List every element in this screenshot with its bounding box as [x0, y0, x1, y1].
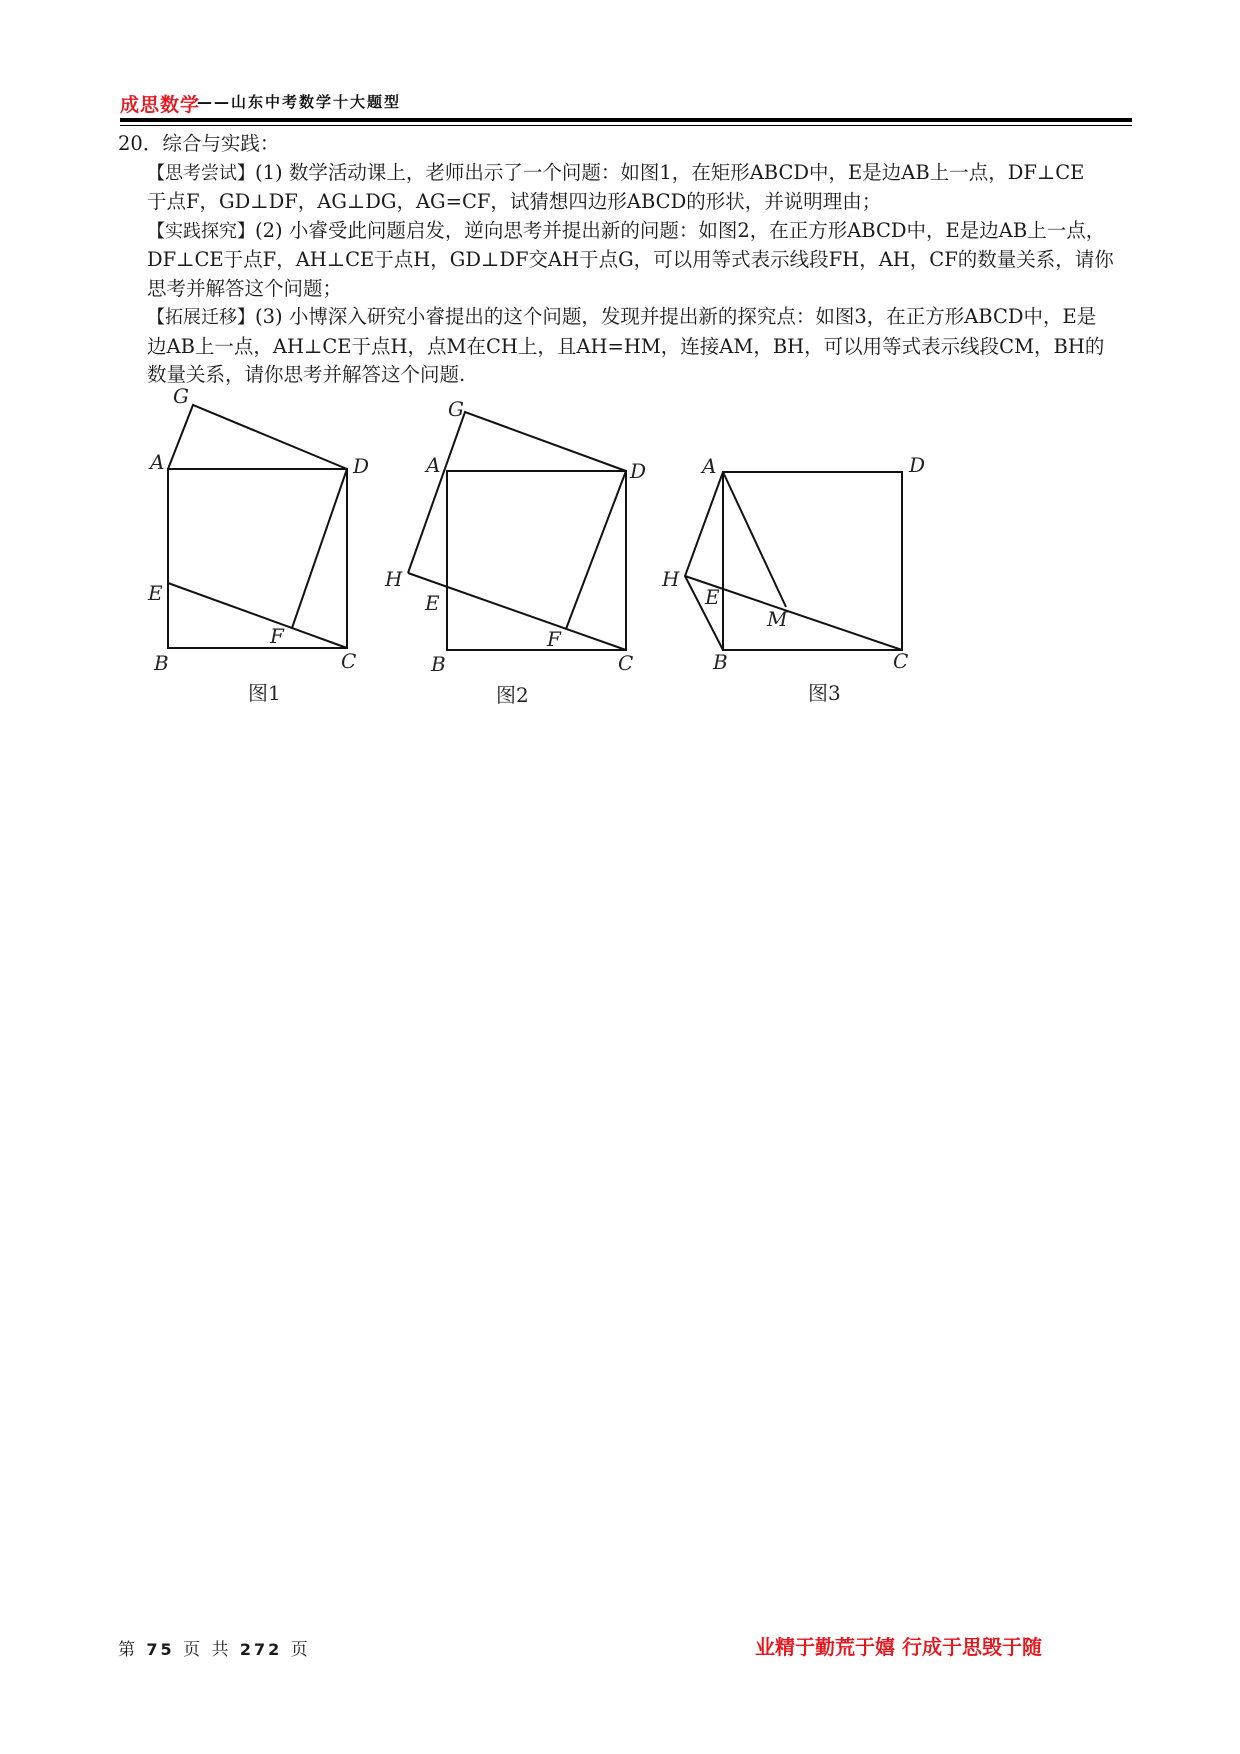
header-rule-thin — [120, 125, 1132, 126]
part2-text: (2) 小睿受此问题启发，逆向思考并提出新的问题：如图2，在正方形ABCD中，E是边AB上一点， — [255, 218, 1106, 242]
fig1-label-c: C — [341, 649, 357, 673]
figure-3 — [661, 453, 925, 705]
fig2-label-h: H — [385, 567, 403, 591]
fig3-label-c: C — [893, 649, 909, 673]
fig2-label-f: F — [547, 627, 561, 651]
page-total: 272 — [239, 1640, 283, 1659]
fig2-segment-df — [566, 471, 626, 629]
part1-line1 — [118, 159, 1133, 189]
part3-line1 — [118, 303, 1133, 333]
fig2-label-c: C — [618, 651, 634, 675]
part3-tag: 【拓展迁移】 — [147, 307, 255, 328]
fig2-segment-hgd — [408, 412, 626, 573]
brand-title: 成思数学 — [120, 94, 201, 116]
fig3-caption: 图3 — [808, 681, 841, 705]
fig1-segment-ec — [168, 583, 347, 648]
fig3-square — [723, 472, 902, 650]
figure-1 — [147, 384, 369, 705]
page-current: 75 — [146, 1640, 175, 1659]
fig3-segment-ahb — [685, 472, 723, 650]
fig1-label-a: A — [150, 450, 165, 474]
fig2-segment-hc — [408, 573, 626, 650]
figure-2 — [384, 397, 646, 707]
part1-tag: 【思考尝试】 — [147, 162, 255, 184]
fig1-rectangle — [168, 469, 347, 648]
fig2-label-b: B — [431, 652, 446, 676]
part1-line2: 于点F，GD⊥DF，AG⊥DG，AG=CF，试猜想四边形ABCD的形状，并说明理由； — [147, 190, 882, 213]
fig1-label-d: D — [353, 454, 370, 478]
fig2-caption: 图2 — [496, 683, 529, 707]
fig2-label-g: G — [448, 397, 464, 421]
part2-tag: 【实践探究】 — [147, 220, 255, 242]
page-number — [118, 1635, 311, 1660]
problem-title: 20．综合与实践： — [118, 132, 280, 155]
part2-line1 — [118, 217, 1133, 247]
page-header — [120, 90, 1130, 120]
part3-line3: 数量关系，请你思考并解答这个问题. — [147, 363, 466, 386]
fig1-label-f: F — [270, 624, 284, 648]
fig3-label-h: H — [662, 567, 680, 591]
header-rule-thick — [120, 118, 1132, 122]
fig1-segment-df — [292, 469, 347, 628]
part2-line3: 思考并解答这个问题； — [147, 276, 343, 300]
fig3-label-b: B — [713, 650, 728, 674]
fig1-caption: 图1 — [248, 681, 281, 705]
fig3-segment-am — [723, 472, 786, 607]
fig2-label-d: D — [630, 459, 647, 483]
part1-text: (1) 数学活动课上，老师出示了一个问题：如图1，在矩形ABCD中，E是边AB上一点，DF⊥CE — [255, 160, 1085, 184]
part3-text: (3) 小博深入研究小睿提出的这个问题，发现并提出新的探究点：如图3，在正方形ABCD中，E是 — [255, 305, 1097, 328]
page-suffix: 页 — [290, 1640, 311, 1660]
part3-line2: 边AB上一点，AH⊥CE于点H，点M在CH上，且AH=HM，连接AM，BH，可以用等式表示线段CM，BH的 — [147, 334, 1105, 358]
fig3-label-a: A — [702, 454, 717, 478]
fig3-label-d: D — [909, 453, 926, 477]
fig2-label-a: A — [426, 453, 441, 477]
fig3-label-m: M — [767, 607, 788, 631]
fig3-label-e: E — [705, 585, 720, 609]
footer-motto: 业精于勤荒于嬉 行成于思毁于随 — [755, 1635, 1042, 1659]
problem-text — [118, 130, 1133, 390]
fig1-label-e: E — [148, 581, 163, 605]
page-mid: 页 共 — [183, 1640, 232, 1660]
fig1-segment-agd — [168, 405, 347, 469]
fig1-label-b: B — [154, 651, 169, 675]
fig2-square — [447, 471, 626, 650]
fig2-label-e: E — [425, 591, 440, 615]
geometry-figures — [140, 380, 940, 710]
fig1-label-g: G — [173, 384, 189, 408]
page-prefix: 第 — [118, 1640, 138, 1660]
header-subtitle: ——山东中考数学十大题型 — [197, 93, 402, 111]
part2-line2: DF⊥CE于点F，AH⊥CE于点H，GD⊥DF交AH于点G，可以用等式表示线段FH，AH，CF的数量关系，请你 — [147, 248, 1114, 271]
